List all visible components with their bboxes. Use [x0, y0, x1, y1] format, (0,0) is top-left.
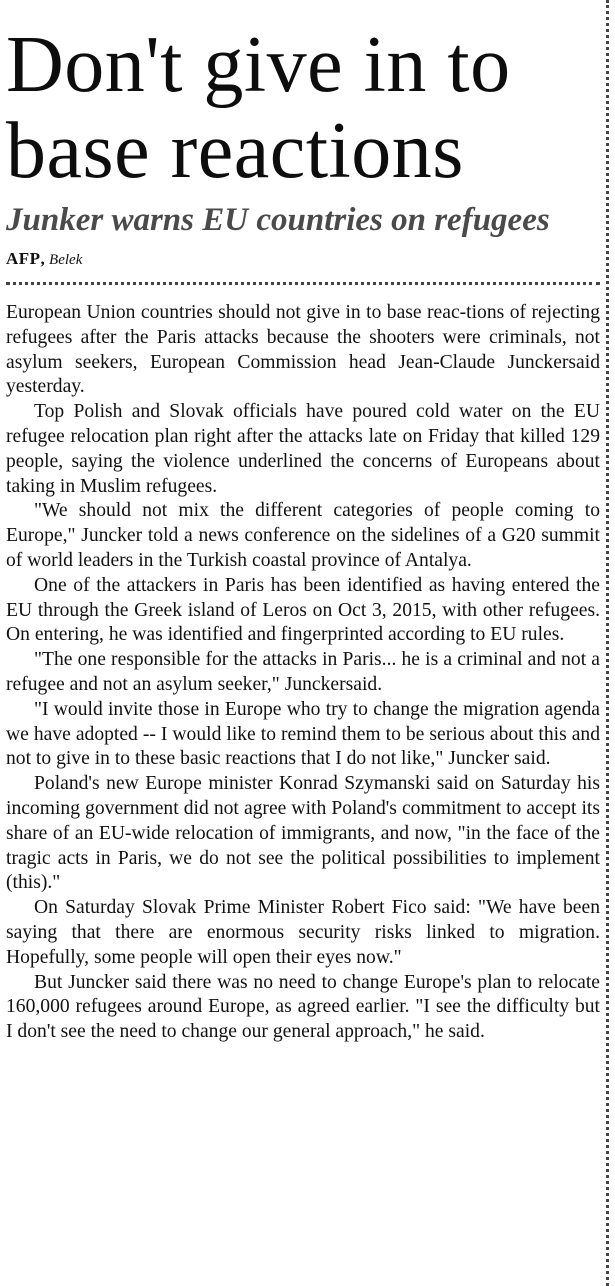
column-divider	[606, 0, 609, 1286]
byline	[6, 248, 600, 270]
paragraph-2: Top Polish and Slovak officials have poured cold water on the EU refugee relocation plan right after the attacks late on Friday that killed 129 people, saying the violence underlined the concerns of Europeans about taking in Muslim refugees.	[6, 401, 600, 497]
article-body	[6, 301, 600, 1045]
paragraph-3: "We should not mix the different categories of people coming to Europe," Juncker told a news conference on the sidelines of a G20 summit of world leaders in the Turkish coastal province of Antalya.	[6, 500, 600, 571]
paragraph-9: But Juncker said there was no need to change Europe's plan to relocate 160,000 refugees around Europe, as agreed earlier. "I see the difficulty but I don't see the need to change our general approach," he said.	[6, 971, 600, 1043]
byline-location: Belek	[49, 252, 83, 268]
paragraph-6: "I would invite those in Europe who try to change the migration agenda we have adopted -- I would like to remind them to be serious about this and not to give in to these basic reactions that I do not like," Juncker said.	[6, 698, 600, 770]
paragraph-8: On Saturday Slovak Prime Minister Robert Fico said: "We have been saying that there are enormous security risks linked to migration. Hopefully, some people will open their eyes now."	[6, 897, 600, 968]
header-divider	[6, 282, 600, 285]
byline-separator: ,	[40, 249, 45, 268]
byline-agency: AFP	[6, 249, 41, 268]
paragraph-5: "The one responsible for the attacks in Paris... he is a criminal and not a refugee and not an asylum seeker," Junckersaid.	[6, 649, 600, 695]
paragraph-4: One of the attackers in Paris has been identified as having entered the EU through the Greek island of Leros on Oct 3, 2015, with other refugees. On entering, he was identified and fingerprinted according to EU rules.	[6, 574, 600, 646]
paragraph-1: European Union countries should not give in to base reac-tions of rejecting refugees after the Paris attacks because the shooters were criminals, not asylum seekers, European Commission head Jean-Claude Junckersaid yesterday.	[6, 302, 600, 398]
headline: Don't give in to base reactions	[6, 21, 511, 195]
subheadline: Junker warns EU countries on refugees	[6, 202, 550, 238]
paragraph-7: Poland's new Europe minister Konrad Szymanski said on Saturday his incoming government did not agree with Poland's commitment to accept its share of an EU-wide relocation of immigrants, and now, "in the face of the tragic acts in Paris, we do not see the political possibilities to implement (this)."	[6, 773, 600, 894]
